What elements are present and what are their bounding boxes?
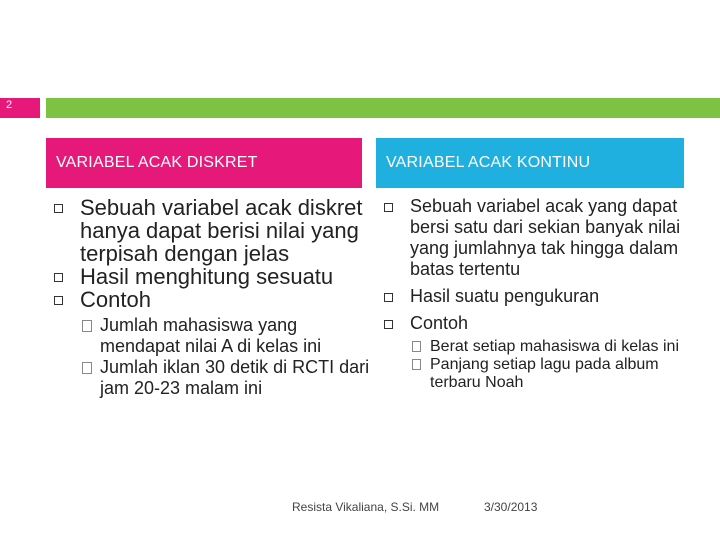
example-item	[78, 315, 372, 357]
square-bullet-icon	[54, 273, 63, 282]
header-discrete: VARIABEL ACAK DISKRET	[46, 138, 362, 188]
list-item	[52, 288, 372, 311]
item-text: Contoh	[80, 287, 151, 312]
example-item	[408, 356, 692, 392]
footer-date: 3/30/2013	[484, 500, 538, 514]
item-text: Sebuah variabel acak diskret hanya dapat berisi nilai yang terpisah dengan jelas	[80, 195, 363, 266]
item-text: Contoh	[410, 313, 469, 333]
example-text: Jumlah iklan 30 detik di RCTI dari jam 20-23 malam ini	[100, 357, 370, 398]
box-bullet-icon	[82, 362, 92, 374]
column-discrete	[52, 196, 372, 399]
example-text: Jumlah mahasiswa yang mendapat nilai A di kelas ini	[100, 315, 322, 356]
example-item	[78, 357, 372, 399]
box-bullet-icon	[412, 359, 421, 370]
square-bullet-icon	[384, 203, 393, 212]
square-bullet-icon	[54, 296, 63, 305]
item-text: Hasil menghitung sesuatu	[80, 264, 334, 289]
box-bullet-icon	[412, 341, 421, 352]
list-item	[52, 196, 372, 265]
box-bullet-icon	[82, 320, 92, 332]
square-bullet-icon	[54, 204, 63, 213]
square-bullet-icon	[384, 320, 393, 329]
header-continuous: VARIABEL ACAK KONTINU	[376, 138, 684, 188]
item-text: Hasil suatu pengukuran	[410, 286, 600, 306]
example-text: Berat setiap mahasiswa di kelas ini	[430, 338, 680, 355]
example-text: Panjang setiap lagu pada album terbaru Noah	[430, 356, 659, 391]
square-bullet-icon	[384, 293, 393, 302]
slide-number-box	[0, 98, 40, 118]
top-accent-bar	[46, 98, 720, 118]
list-item	[382, 196, 692, 280]
list-item	[382, 313, 692, 334]
footer-author: Resista Vikaliana, S.Si. MM	[292, 500, 440, 514]
example-item	[408, 338, 692, 356]
column-continuous	[382, 196, 692, 392]
item-text: Sebuah variabel acak yang dapat bersi satu dari sekian banyak nilai yang jumlahnya tak hingga dalam batas tertentu	[410, 196, 681, 279]
slide-number: 2	[6, 99, 13, 111]
list-item	[52, 265, 372, 288]
list-item	[382, 286, 692, 307]
